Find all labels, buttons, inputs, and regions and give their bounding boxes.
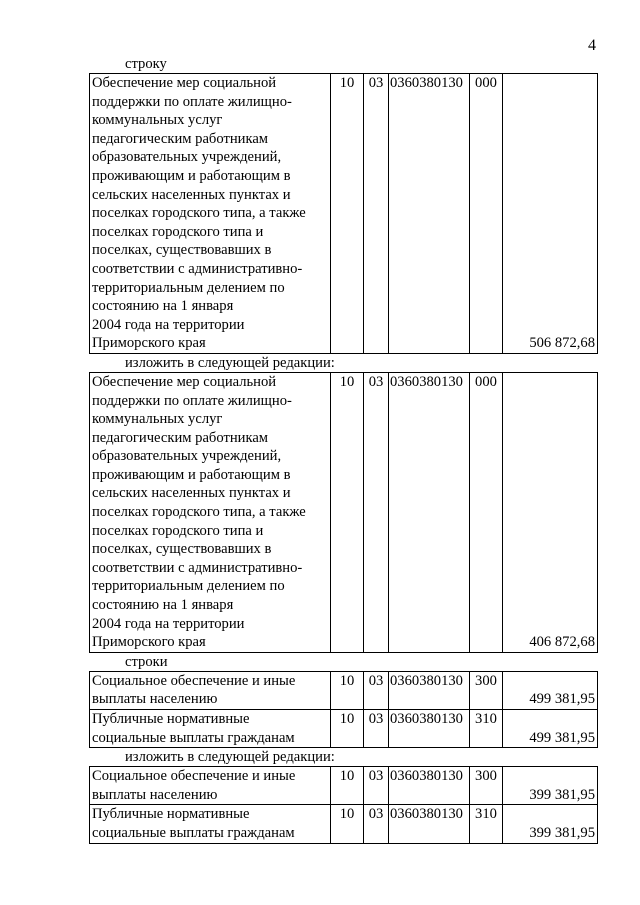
name-line: коммунальных услуг — [92, 411, 223, 428]
name-line: коммунальных услуг — [92, 112, 223, 129]
row-name — [90, 710, 331, 748]
table-row — [90, 805, 598, 843]
section-caption: строку — [125, 56, 167, 72]
name-line: образовательных учреждений, — [92, 448, 282, 465]
amount: 506 872,68 — [503, 74, 598, 354]
name-line: педагогическим работникам — [92, 130, 269, 147]
name-line: поселках городского типа и — [92, 223, 264, 240]
name-line: территориальным делением по — [92, 578, 285, 595]
expense-type-code: 310 — [470, 710, 503, 748]
name-line: поддержки по оплате жилищно- — [92, 392, 292, 409]
target-article-code: 0360380130 — [389, 805, 470, 843]
name-line: выплаты населению — [92, 691, 218, 708]
budget-table — [89, 766, 598, 843]
table-row — [90, 74, 598, 354]
budget-table — [89, 671, 598, 748]
name-line: Публичные нормативные — [92, 806, 250, 823]
name-line: Приморского края — [92, 634, 206, 651]
name-line: образовательных учреждений, — [92, 149, 282, 166]
name-line: сельских населенных пунктах и — [92, 186, 291, 203]
name-line: проживающим и работающим в — [92, 466, 291, 483]
row-name — [90, 74, 331, 354]
name-line: поселках городского типа, а также — [92, 205, 306, 222]
razdel-code: 10 — [331, 710, 364, 748]
name-line: Социальное обеспечение и иные — [92, 768, 296, 785]
section-caption: строки — [125, 653, 168, 670]
row-name — [90, 805, 331, 843]
table-row — [90, 671, 598, 709]
name-line: поселках, существовавших в — [92, 541, 272, 558]
row-name — [90, 671, 331, 709]
razdel-code: 10 — [331, 372, 364, 652]
name-line: сельских населенных пунктах и — [92, 485, 291, 502]
razdel-code: 10 — [331, 74, 364, 354]
amount: 399 381,95 — [503, 805, 598, 843]
name-line: 2004 года на территории — [92, 316, 245, 333]
amendment-section-2 — [89, 354, 597, 653]
name-line: выплаты населению — [92, 786, 218, 803]
amendment-section-1 — [89, 55, 597, 354]
table-row — [90, 372, 598, 652]
expense-type-code: 300 — [470, 767, 503, 805]
name-line: 2004 года на территории — [92, 615, 245, 632]
name-line: поселках городского типа, а также — [92, 504, 306, 521]
amendment-section-3 — [89, 653, 597, 748]
target-article-code: 0360380130 — [389, 74, 470, 354]
budget-table — [89, 73, 598, 354]
razdel-code: 10 — [331, 805, 364, 843]
name-line: социальные выплаты гражданам — [92, 824, 295, 841]
amendment-section-4 — [89, 748, 597, 843]
name-line: педагогическим работникам — [92, 429, 269, 446]
name-line: социальные выплаты гражданам — [92, 729, 295, 746]
section-caption: изложить в следующей редакции: — [125, 354, 335, 371]
name-line: соответствии с административно- — [92, 260, 303, 277]
name-line: Социальное обеспечение и иные — [92, 672, 296, 689]
target-article-code: 0360380130 — [389, 671, 470, 709]
name-line: Обеспечение мер социальной — [92, 373, 277, 390]
razdel-code: 10 — [331, 767, 364, 805]
name-line: Обеспечение мер социальной — [92, 75, 277, 91]
section-caption: изложить в следующей редакции: — [125, 749, 335, 766]
table-row — [90, 710, 598, 748]
target-article-code: 0360380130 — [389, 372, 470, 652]
target-article-code: 0360380130 — [389, 767, 470, 805]
expense-type-code: 000 — [470, 372, 503, 652]
expense-type-code: 300 — [470, 671, 503, 709]
name-line: Публичные нормативные — [92, 711, 250, 727]
table-row — [90, 767, 598, 805]
name-line: состоянию на 1 января — [92, 597, 234, 614]
name-line: поддержки по оплате жилищно- — [92, 93, 292, 110]
amount: 499 381,95 — [503, 710, 598, 748]
name-line: территориальным делением по — [92, 279, 285, 296]
podrazdel-code: 03 — [364, 671, 389, 709]
name-line: поселках городского типа и — [92, 522, 264, 539]
amount: 499 381,95 — [503, 671, 598, 709]
podrazdel-code: 03 — [364, 805, 389, 843]
name-line: Приморского края — [92, 335, 206, 352]
amount: 399 381,95 — [503, 767, 598, 805]
name-line: соответствии с административно- — [92, 559, 303, 576]
name-line: поселках, существовавших в — [92, 242, 272, 259]
document-body — [89, 55, 597, 844]
target-article-code: 0360380130 — [389, 710, 470, 748]
expense-type-code: 310 — [470, 805, 503, 843]
podrazdel-code: 03 — [364, 372, 389, 652]
podrazdel-code: 03 — [364, 767, 389, 805]
expense-type-code: 000 — [470, 74, 503, 354]
podrazdel-code: 03 — [364, 74, 389, 354]
row-name — [90, 767, 331, 805]
razdel-code: 10 — [331, 671, 364, 709]
amount: 406 872,68 — [503, 372, 598, 652]
name-line: проживающим и работающим в — [92, 167, 291, 184]
budget-table — [89, 372, 598, 653]
podrazdel-code: 03 — [364, 710, 389, 748]
page-number: 4 — [588, 37, 596, 54]
row-name — [90, 372, 331, 652]
name-line: состоянию на 1 января — [92, 298, 234, 315]
